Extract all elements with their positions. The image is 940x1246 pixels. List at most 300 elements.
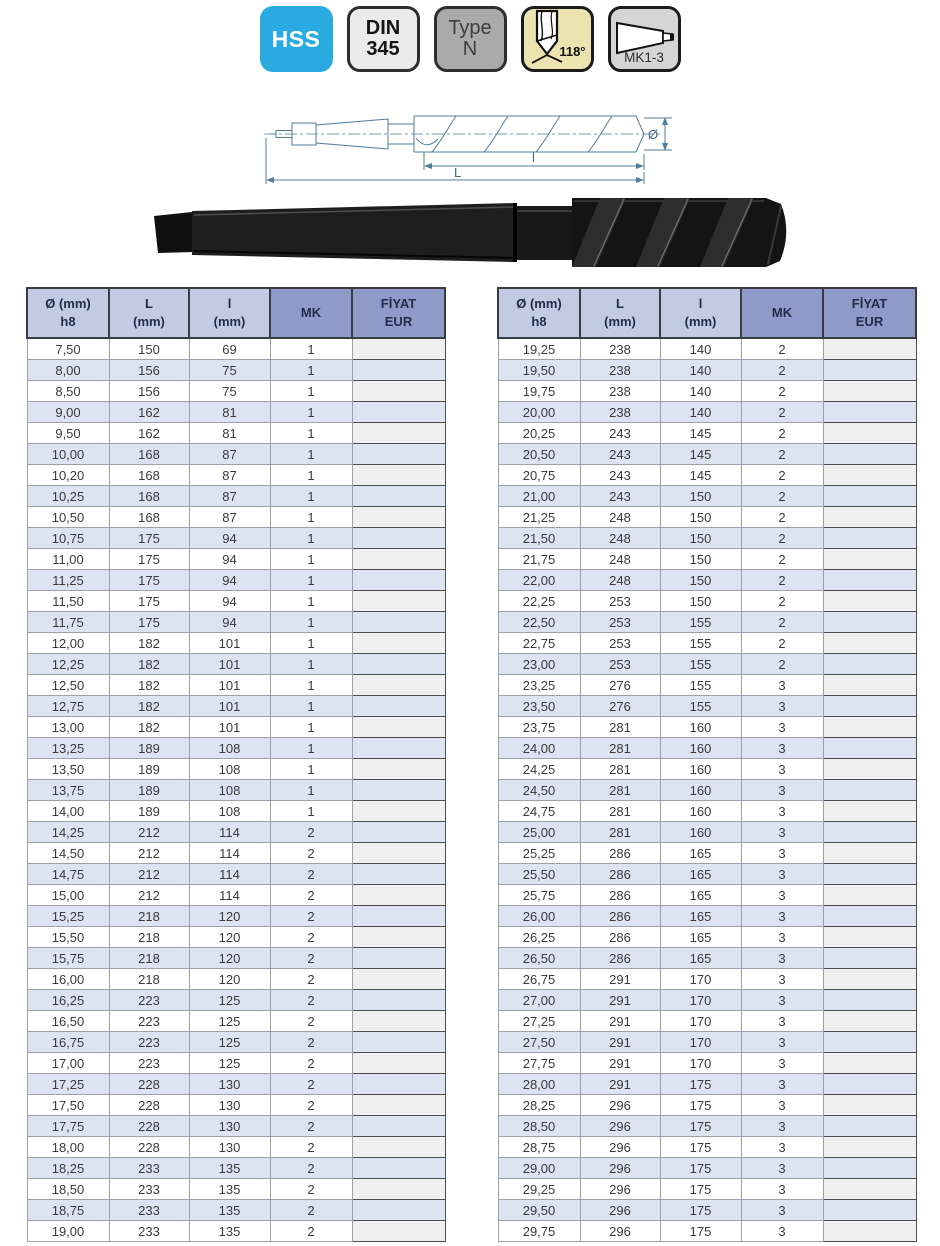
mk-cell: 2 [741, 465, 823, 486]
table-row [498, 338, 916, 360]
price-cell [352, 759, 445, 780]
price-cell [352, 465, 445, 486]
overall-length-cell: 281 [580, 738, 660, 759]
mk-cell: 3 [741, 696, 823, 717]
flute-length-cell: 125 [189, 990, 270, 1011]
mk-cell: 3 [741, 1074, 823, 1095]
price-cell [823, 1032, 916, 1053]
table-row [498, 1011, 916, 1032]
diameter-cell: 18,75 [27, 1200, 109, 1221]
diameter-cell: 19,25 [498, 338, 580, 360]
mk-cell: 3 [741, 738, 823, 759]
mk-cell: 1 [270, 402, 352, 423]
overall-length-cell: 189 [109, 738, 189, 759]
flute-length-cell: 120 [189, 927, 270, 948]
dim-label-diameter: Ø [648, 127, 659, 142]
flute-length-cell: 160 [660, 822, 741, 843]
overall-length-cell: 175 [109, 570, 189, 591]
diameter-cell: 22,50 [498, 612, 580, 633]
price-cell [823, 948, 916, 969]
col-header-price: FİYAT EUR [352, 288, 445, 338]
mk-cell: 3 [741, 843, 823, 864]
overall-length-cell: 189 [109, 759, 189, 780]
mk-cell: 2 [741, 444, 823, 465]
price-cell [823, 822, 916, 843]
table-row [27, 1116, 445, 1137]
price-cell [352, 507, 445, 528]
flute-length-cell: 140 [660, 402, 741, 423]
table-row [498, 507, 916, 528]
diameter-cell: 10,25 [27, 486, 109, 507]
mk-cell: 1 [270, 801, 352, 822]
diameter-cell: 24,75 [498, 801, 580, 822]
diameter-cell: 21,50 [498, 528, 580, 549]
mk-cell: 2 [741, 612, 823, 633]
flute-length-cell: 175 [660, 1074, 741, 1095]
flute-length-cell: 150 [660, 570, 741, 591]
flute-length-cell: 155 [660, 675, 741, 696]
mk-cell: 3 [741, 1095, 823, 1116]
overall-length-cell: 212 [109, 864, 189, 885]
overall-length-cell: 228 [109, 1137, 189, 1158]
diameter-cell: 28,75 [498, 1137, 580, 1158]
flute-length-cell: 150 [660, 528, 741, 549]
price-cell [823, 738, 916, 759]
mk-cell: 2 [270, 822, 352, 843]
size-table-right [497, 287, 917, 1242]
overall-length-cell: 182 [109, 633, 189, 654]
mk-cell: 2 [741, 507, 823, 528]
overall-length-cell: 296 [580, 1137, 660, 1158]
overall-length-cell: 233 [109, 1221, 189, 1242]
diameter-cell: 23,25 [498, 675, 580, 696]
mk-cell: 1 [270, 444, 352, 465]
price-cell [823, 591, 916, 612]
flute-length-cell: 75 [189, 381, 270, 402]
overall-length-cell: 238 [580, 402, 660, 423]
flute-length-cell: 170 [660, 969, 741, 990]
price-cell [352, 612, 445, 633]
price-cell [823, 885, 916, 906]
flute-length-cell: 108 [189, 738, 270, 759]
price-cell [352, 528, 445, 549]
overall-length-cell: 253 [580, 591, 660, 612]
price-cell [823, 1074, 916, 1095]
table-row [498, 360, 916, 381]
din-line1: DIN [365, 17, 401, 39]
mk-cell: 2 [741, 402, 823, 423]
table-row [498, 822, 916, 843]
col-header-overall-length: L (mm) [109, 288, 189, 338]
table-row [27, 822, 445, 843]
price-cell [352, 654, 445, 675]
overall-length-cell: 189 [109, 780, 189, 801]
price-cell [823, 360, 916, 381]
price-cell [352, 675, 445, 696]
price-cell [352, 990, 445, 1011]
mk-cell: 1 [270, 780, 352, 801]
diameter-cell: 20,25 [498, 423, 580, 444]
price-cell [352, 360, 445, 381]
table-row [498, 591, 916, 612]
table-row [498, 969, 916, 990]
mk-cell: 1 [270, 381, 352, 402]
flute-length-cell: 125 [189, 1032, 270, 1053]
diameter-cell: 16,00 [27, 969, 109, 990]
diameter-cell: 11,75 [27, 612, 109, 633]
mk-cell: 3 [741, 969, 823, 990]
price-cell [352, 549, 445, 570]
diameter-cell: 25,25 [498, 843, 580, 864]
price-cell [823, 444, 916, 465]
mk-cell: 3 [741, 906, 823, 927]
diameter-cell: 9,00 [27, 402, 109, 423]
overall-length-cell: 243 [580, 465, 660, 486]
diameter-cell: 20,50 [498, 444, 580, 465]
diameter-cell: 9,50 [27, 423, 109, 444]
overall-length-cell: 291 [580, 1074, 660, 1095]
price-cell [823, 338, 916, 360]
price-cell [352, 885, 445, 906]
mk-cell: 1 [270, 465, 352, 486]
table-row [27, 654, 445, 675]
diameter-cell: 19,50 [498, 360, 580, 381]
overall-length-cell: 233 [109, 1179, 189, 1200]
price-cell [352, 1095, 445, 1116]
price-cell [352, 444, 445, 465]
overall-length-cell: 218 [109, 969, 189, 990]
type-n-badge [434, 6, 507, 72]
col-header-mk: MK [270, 288, 352, 338]
table-row [498, 1221, 916, 1242]
overall-length-cell: 212 [109, 822, 189, 843]
flute-length-cell: 175 [660, 1179, 741, 1200]
diameter-cell: 18,50 [27, 1179, 109, 1200]
table-row [498, 549, 916, 570]
mk-cell: 3 [741, 948, 823, 969]
overall-length-cell: 253 [580, 654, 660, 675]
morse-taper-badge [608, 6, 681, 72]
diameter-cell: 19,00 [27, 1221, 109, 1242]
table-row [27, 906, 445, 927]
price-cell [823, 549, 916, 570]
mk-cell: 2 [270, 864, 352, 885]
price-cell [823, 1221, 916, 1242]
overall-length-cell: 291 [580, 1032, 660, 1053]
diameter-cell: 28,50 [498, 1116, 580, 1137]
table-row [27, 738, 445, 759]
table-row [498, 633, 916, 654]
table-row [498, 717, 916, 738]
price-cell [352, 1137, 445, 1158]
table-body [498, 338, 916, 1242]
diameter-cell: 12,00 [27, 633, 109, 654]
price-cell [352, 338, 445, 360]
mk-cell: 3 [741, 717, 823, 738]
price-cell [352, 1116, 445, 1137]
table-row [27, 549, 445, 570]
overall-length-cell: 182 [109, 717, 189, 738]
diameter-cell: 28,25 [498, 1095, 580, 1116]
point-angle-label: 118° [559, 44, 586, 59]
diameter-cell: 26,75 [498, 969, 580, 990]
mk-cell: 2 [270, 927, 352, 948]
table-row [498, 528, 916, 549]
mk-cell: 1 [270, 528, 352, 549]
flute-length-cell: 108 [189, 801, 270, 822]
mk-cell: 2 [270, 1095, 352, 1116]
mk-cell: 1 [270, 696, 352, 717]
diameter-cell: 20,75 [498, 465, 580, 486]
mk-cell: 3 [741, 1011, 823, 1032]
diameter-cell: 10,75 [27, 528, 109, 549]
mk-cell: 3 [741, 1116, 823, 1137]
diameter-cell: 22,00 [498, 570, 580, 591]
mk-cell: 3 [741, 990, 823, 1011]
flute-length-cell: 101 [189, 675, 270, 696]
point-angle-badge [521, 6, 594, 72]
diameter-cell: 7,50 [27, 338, 109, 360]
table-row [27, 990, 445, 1011]
price-cell [352, 633, 445, 654]
price-cell [823, 675, 916, 696]
table-row [27, 1179, 445, 1200]
overall-length-cell: 168 [109, 486, 189, 507]
price-cell [823, 1095, 916, 1116]
overall-length-cell: 281 [580, 717, 660, 738]
table-row [498, 675, 916, 696]
mk-cell: 2 [270, 1032, 352, 1053]
mk-cell: 3 [741, 1179, 823, 1200]
overall-length-cell: 296 [580, 1116, 660, 1137]
table-row [27, 1137, 445, 1158]
diameter-cell: 25,75 [498, 885, 580, 906]
diameter-cell: 14,00 [27, 801, 109, 822]
diameter-cell: 27,75 [498, 1053, 580, 1074]
flute-length-cell: 170 [660, 1011, 741, 1032]
table-row [27, 444, 445, 465]
table-row [498, 927, 916, 948]
price-cell [352, 1200, 445, 1221]
diameter-cell: 20,00 [498, 402, 580, 423]
overall-length-cell: 168 [109, 444, 189, 465]
table-row [498, 948, 916, 969]
overall-length-cell: 238 [580, 381, 660, 402]
price-cell [823, 717, 916, 738]
mk-cell: 2 [270, 885, 352, 906]
flute-length-cell: 101 [189, 717, 270, 738]
overall-length-cell: 296 [580, 1158, 660, 1179]
price-cell [352, 1158, 445, 1179]
table-row [27, 1200, 445, 1221]
diameter-cell: 8,50 [27, 381, 109, 402]
table-row [27, 717, 445, 738]
table-row [27, 486, 445, 507]
diameter-cell: 21,00 [498, 486, 580, 507]
overall-length-cell: 243 [580, 423, 660, 444]
mk-cell: 2 [270, 1074, 352, 1095]
mk-cell: 3 [741, 801, 823, 822]
flute-length-cell: 165 [660, 906, 741, 927]
mk-cell: 2 [270, 1221, 352, 1242]
flute-length-cell: 170 [660, 990, 741, 1011]
diameter-cell: 18,25 [27, 1158, 109, 1179]
price-cell [352, 591, 445, 612]
price-cell [352, 570, 445, 591]
overall-length-cell: 291 [580, 990, 660, 1011]
drill-product-photo [148, 190, 793, 275]
flute-length-cell: 120 [189, 948, 270, 969]
overall-length-cell: 228 [109, 1074, 189, 1095]
mk-cell: 2 [741, 654, 823, 675]
mk-cell: 2 [741, 381, 823, 402]
price-cell [823, 570, 916, 591]
table-header [27, 288, 445, 338]
flute-length-cell: 125 [189, 1053, 270, 1074]
table-row [498, 801, 916, 822]
table-row [498, 738, 916, 759]
mk-cell: 2 [270, 969, 352, 990]
overall-length-cell: 189 [109, 801, 189, 822]
overall-length-cell: 212 [109, 843, 189, 864]
mk-cell: 1 [270, 486, 352, 507]
mk-cell: 2 [741, 423, 823, 444]
price-cell [823, 507, 916, 528]
flute-length-cell: 150 [660, 549, 741, 570]
diameter-cell: 26,00 [498, 906, 580, 927]
mk-cell: 2 [270, 1179, 352, 1200]
overall-length-cell: 150 [109, 338, 189, 360]
overall-length-cell: 218 [109, 927, 189, 948]
table-row [27, 1221, 445, 1242]
flute-length-cell: 160 [660, 801, 741, 822]
price-cell [352, 696, 445, 717]
flute-length-cell: 130 [189, 1095, 270, 1116]
overall-length-cell: 281 [580, 780, 660, 801]
diameter-cell: 13,50 [27, 759, 109, 780]
overall-length-cell: 286 [580, 864, 660, 885]
table-row [27, 423, 445, 444]
mk-cell: 3 [741, 1032, 823, 1053]
flute-length-cell: 170 [660, 1032, 741, 1053]
overall-length-cell: 162 [109, 423, 189, 444]
flute-length-cell: 165 [660, 864, 741, 885]
table-body [27, 338, 445, 1242]
mk-cell: 2 [270, 1200, 352, 1221]
mk-cell: 2 [741, 486, 823, 507]
overall-length-cell: 276 [580, 675, 660, 696]
mk-cell: 3 [741, 1200, 823, 1221]
flute-length-cell: 160 [660, 780, 741, 801]
col-header-price: FİYAT EUR [823, 288, 916, 338]
flute-length-cell: 165 [660, 927, 741, 948]
overall-length-cell: 175 [109, 591, 189, 612]
flute-length-cell: 135 [189, 1221, 270, 1242]
type-line2: N [462, 38, 478, 60]
diameter-cell: 23,50 [498, 696, 580, 717]
flute-length-cell: 175 [660, 1095, 741, 1116]
diameter-cell: 11,25 [27, 570, 109, 591]
overall-length-cell: 281 [580, 801, 660, 822]
diameter-cell: 27,25 [498, 1011, 580, 1032]
price-cell [823, 1011, 916, 1032]
price-cell [823, 381, 916, 402]
mk-cell: 3 [741, 864, 823, 885]
price-cell [352, 717, 445, 738]
flute-length-cell: 160 [660, 759, 741, 780]
table-row [27, 528, 445, 549]
mk-cell: 3 [741, 885, 823, 906]
price-cell [823, 780, 916, 801]
price-cell [823, 1158, 916, 1179]
mk-cell: 2 [270, 1116, 352, 1137]
mk-cell: 2 [270, 1053, 352, 1074]
mk-cell: 2 [270, 906, 352, 927]
diameter-cell: 11,00 [27, 549, 109, 570]
mk-cell: 2 [270, 1158, 352, 1179]
din-345-badge [347, 6, 420, 72]
table-row [27, 360, 445, 381]
price-cell [823, 465, 916, 486]
mk-cell: 3 [741, 1053, 823, 1074]
table-row [27, 570, 445, 591]
overall-length-cell: 175 [109, 549, 189, 570]
table-row [498, 759, 916, 780]
mk-cell: 3 [741, 927, 823, 948]
diameter-cell: 16,50 [27, 1011, 109, 1032]
flute-length-cell: 175 [660, 1158, 741, 1179]
flute-length-cell: 165 [660, 885, 741, 906]
diameter-cell: 10,20 [27, 465, 109, 486]
diameter-cell: 24,00 [498, 738, 580, 759]
diameter-cell: 11,50 [27, 591, 109, 612]
table-row [27, 948, 445, 969]
mk-cell: 3 [741, 822, 823, 843]
diameter-cell: 14,25 [27, 822, 109, 843]
table-row [27, 591, 445, 612]
table-row [498, 864, 916, 885]
price-cell [823, 528, 916, 549]
table-row [27, 633, 445, 654]
flute-length-cell: 114 [189, 822, 270, 843]
flute-length-cell: 69 [189, 338, 270, 360]
flute-length-cell: 94 [189, 549, 270, 570]
flute-length-cell: 114 [189, 864, 270, 885]
dim-label-flute-length: l [532, 150, 535, 165]
price-cell [823, 843, 916, 864]
mk-cell: 2 [741, 591, 823, 612]
overall-length-cell: 291 [580, 1053, 660, 1074]
flute-length-cell: 94 [189, 570, 270, 591]
price-cell [823, 1179, 916, 1200]
overall-length-cell: 168 [109, 507, 189, 528]
overall-length-cell: 248 [580, 570, 660, 591]
diameter-cell: 27,00 [498, 990, 580, 1011]
table-row [498, 402, 916, 423]
diameter-cell: 12,75 [27, 696, 109, 717]
drill-dimension-drawing-icon [256, 94, 688, 194]
overall-length-cell: 238 [580, 338, 660, 360]
flute-length-cell: 175 [660, 1200, 741, 1221]
overall-length-cell: 162 [109, 402, 189, 423]
flute-length-cell: 145 [660, 423, 741, 444]
flute-length-cell: 94 [189, 591, 270, 612]
diameter-cell: 17,00 [27, 1053, 109, 1074]
table-row [498, 423, 916, 444]
overall-length-cell: 175 [109, 612, 189, 633]
overall-length-cell: 286 [580, 885, 660, 906]
flute-length-cell: 114 [189, 843, 270, 864]
